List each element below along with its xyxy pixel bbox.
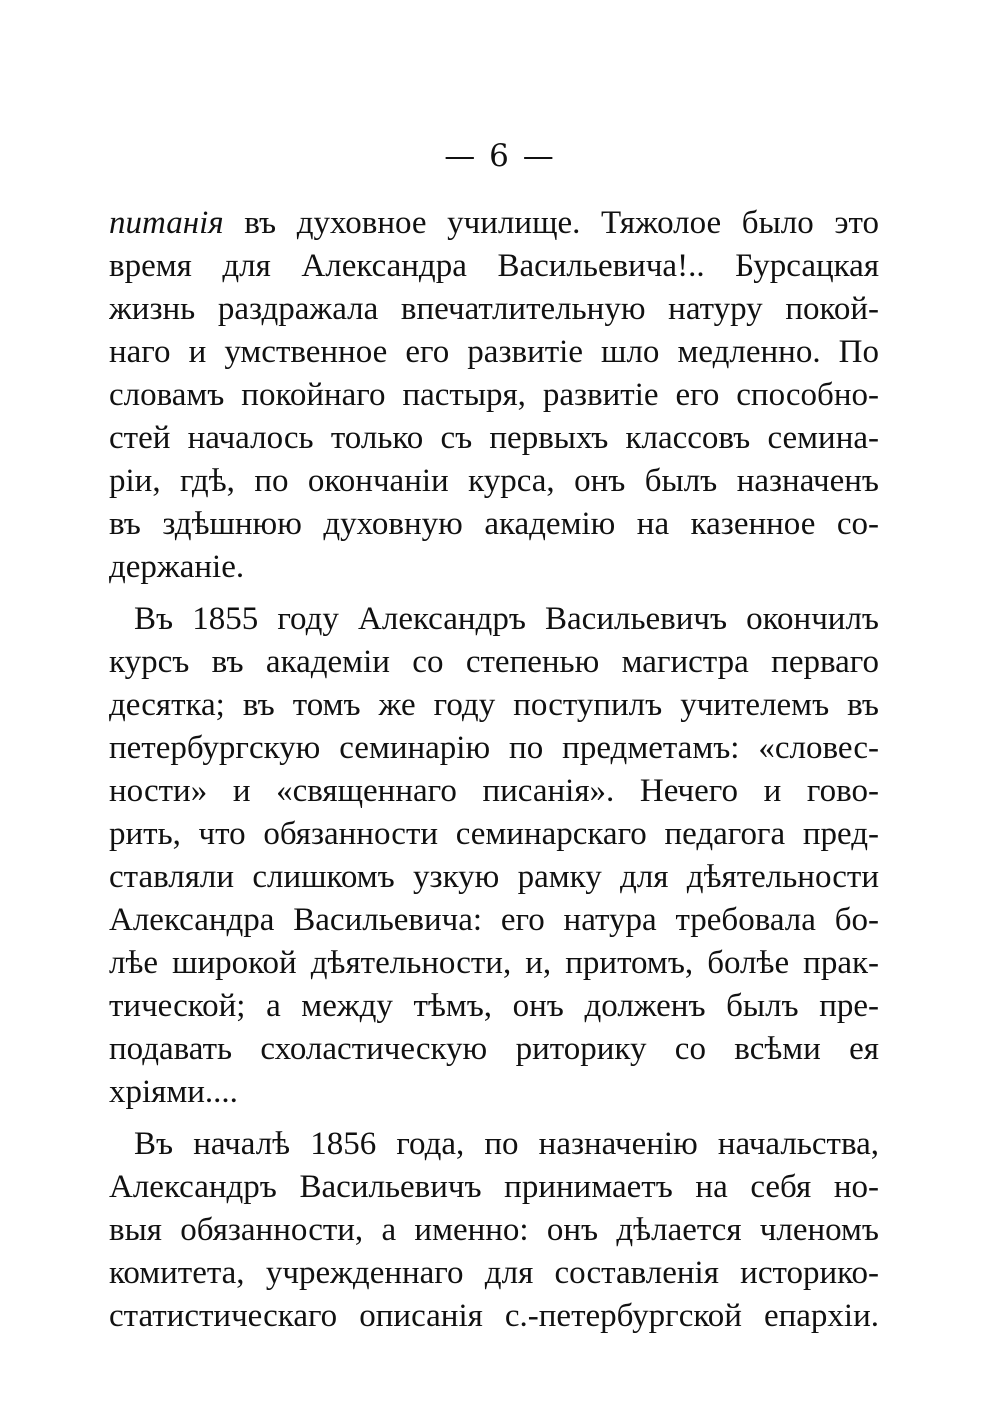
text-line: хріями....	[109, 1074, 238, 1110]
paragraph-1	[109, 202, 879, 589]
text-line: ности» и «священнаго писанія». Нечего и гово-	[109, 773, 879, 809]
text-line: петербургскую семинарію по предметамъ: «словес-	[109, 730, 879, 766]
text-line: жизнь раздражала впечатлительную натуру покой-	[109, 291, 879, 327]
text-line: лѣе широкой дѣятельности, и, притомъ, болѣе прак-	[109, 945, 879, 981]
paragraph-gap	[109, 1114, 879, 1123]
text-line: въ здѣшнюю духовную академію на казенное со-	[109, 506, 879, 542]
text-line: питанія въ духовное училище. Тяжолое было это	[109, 205, 879, 241]
text-line: словамъ покойнаго пастыря, развитіе его способно-	[109, 377, 879, 413]
text-line: ріи, гдѣ, по окончаніи курса, онъ былъ назначенъ	[109, 463, 879, 499]
text-line: Въ началѣ 1856 года, по назначенію начальства,	[134, 1126, 879, 1162]
text-line: десятка; въ томъ же году поступилъ учителемъ въ	[109, 687, 879, 723]
text-line: ставляли слишкомъ узкую рамку для дѣятельности	[109, 859, 879, 895]
text-line: Александра Васильевича: его натура требовала бо-	[109, 902, 879, 938]
text-line: Александръ Васильевичъ принимаетъ на себя но-	[109, 1169, 879, 1205]
text-line: наго и умственное его развитіе шло медленно. По	[109, 334, 879, 370]
paragraph-gap	[109, 589, 879, 598]
text-line: курсъ въ академіи со степенью магистра перваго	[109, 644, 879, 680]
text-line: подавать схоластическую риторику со всѣми ея	[109, 1031, 879, 1067]
text-line: стей началось только съ первыхъ классовъ семина-	[109, 420, 879, 456]
text-line: комитета, учрежденнаго для составленія историко-	[109, 1255, 879, 1291]
text-line: держаніе.	[109, 549, 245, 585]
text-line: выя обязанности, а именно: онъ дѣлается членомъ	[109, 1212, 879, 1248]
text-line: статистическаго описанія с.-петербургской епархіи.	[109, 1298, 879, 1334]
text-line: время для Александра Васильевича!.. Бурсацкая	[109, 248, 879, 284]
italic-word: питанія	[109, 205, 224, 241]
page-number: — 6 —	[444, 138, 556, 174]
text-line: тической; а между тѣмъ, онъ долженъ былъ пре-	[109, 988, 879, 1024]
text-line: рить, что обязанности семинарскаго педагога пред-	[109, 816, 879, 852]
paragraph-2	[109, 598, 879, 1114]
text-line: Въ 1855 году Александръ Васильевичъ окончилъ	[134, 601, 879, 637]
paragraph-3	[109, 1123, 879, 1338]
body-text	[109, 202, 879, 1338]
